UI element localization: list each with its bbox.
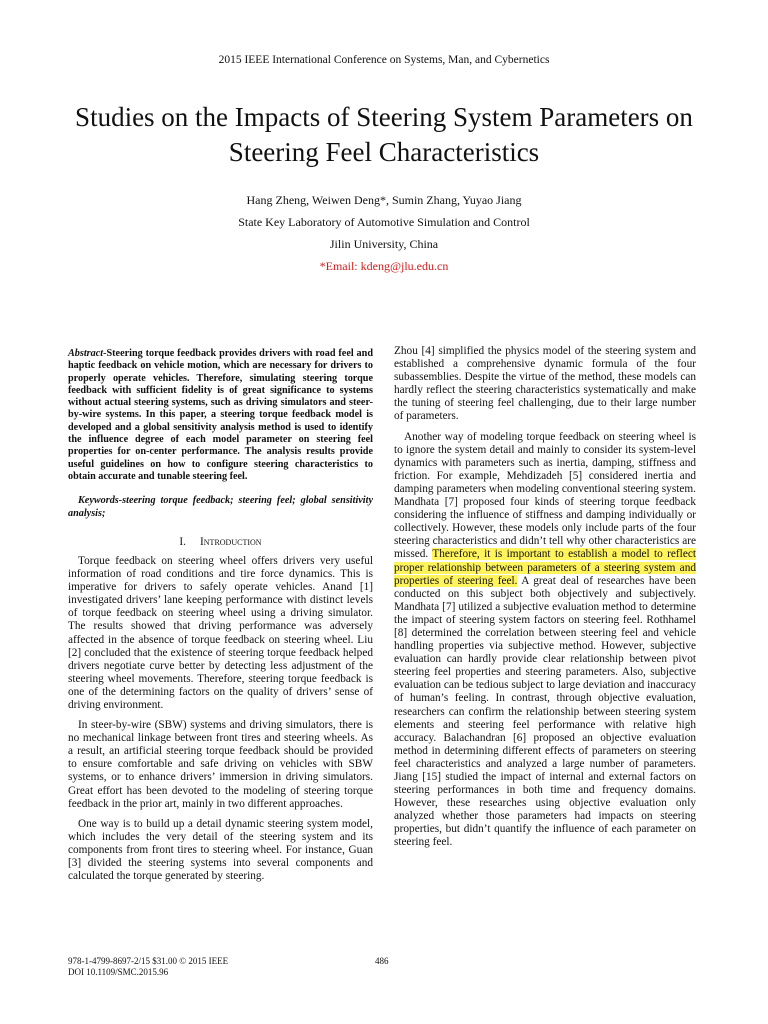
doi: DOI 10.1109/SMC.2015.96 bbox=[68, 967, 169, 977]
paragraph: In steer-by-wire (SBW) systems and driving simulators, there is no mechanical linkage between front tires and steering wheels. As a result, an artificial steering torque feedback should be provided to ensure comfortable and safe driving on vehicles with SBW systems, or to enhance drivers’ immersion in driving simulators. Great effort has been devoted to the modeling of steering torque feedback in the prior art, mainly in two different approaches. bbox=[68, 719, 373, 810]
paragraph-text: A great deal of researches have been conducted on this subject both objectively and subjectively. Mandhata [7] utilized a subjective evaluation method to determine the impact of steering system factors on steering feel. Rothhamel [8] determined the correlation between steering feel and vehicle handling properties via subjective method. However, subjective evaluation can hardly provide clear relationship between pivot steering feel properties and steering parameters. Also, subjective evaluation can be tedious subject to large deviation and inaccuracy of human’s feeling. In contrast, through objective evaluation, researchers can confirm the relationship between steering system elements and steering feel performance with relative high accuracy. Balachandran [6] proposed an objective evaluation method in determining different effects of parameters on steering feel characteristics and analyzed a large number of parameters. Jiang [15] studied the impact of internal and external factors on steering performances in both time and frequency domains. However, these researches using objective evaluation only analyzed whether those parameters had impacts on steering properties, but didn’t quantify the influence of each parameter on steering feel. bbox=[394, 574, 696, 849]
isbn: 978-1-4799-8697-2/15 $31.00 © 2015 IEEE bbox=[68, 956, 229, 966]
page-number: 486 bbox=[375, 956, 389, 966]
affiliation: State Key Laboratory of Automotive Simulation and Control bbox=[238, 215, 530, 229]
paragraph bbox=[394, 431, 696, 850]
footer-info bbox=[68, 956, 228, 978]
paragraph-text: Another way of modeling torque feedback on steering wheel is to ignore the system detail and mainly to consider its system-level dynamics with parameters such as inertia, damping, stiffness and friction. For example, Mehdizadeh [5] considered inertia and damping parameters when modeling conventional steering system. Mandhata [7] proposed four kinds of steering torque feedback considering the influence of stiffness and damping individually or collectively. However, these models only include parts of the four steering characteristics and didn’t tell why other characteristics are missed. bbox=[394, 430, 696, 561]
conference-header: 2015 IEEE International Conference on Systems, Man, and Cybernetics bbox=[218, 54, 550, 66]
abstract bbox=[68, 348, 373, 483]
keywords: Keywords-steering torque feedback; steering feel; global sensitivity analysis; bbox=[68, 495, 373, 519]
paper-title: Studies on the Impacts of Steering System Parameters on Steering Feel Characteristics bbox=[75, 102, 693, 167]
section-number: I. bbox=[179, 535, 187, 548]
email-link[interactable]: *Email: kdeng@jlu.edu.cn bbox=[319, 259, 449, 273]
authors: Hang Zheng, Weiwen Deng*, Sumin Zhang, Yuyao Jiang bbox=[246, 193, 522, 207]
paragraph: One way is to build up a detail dynamic steering system model, which includes the very detail of the steering system and its components from front tires to steering wheel. For instance, Guan [3] divided the steering systems into several components and calculated the torque generated by steering. bbox=[68, 817, 373, 883]
abstract-lead: Abstract- bbox=[68, 348, 107, 359]
paragraph: Torque feedback on steering wheel offers drivers very useful information of road conditions and tire force dynamics. This is imperative for drivers to safely operate vehicles. Anand [1] investigated drivers’ lane keeping performance with distinct levels of torque feedback on steering wheel using a driving simulator. The results showed that driving performance was adversely affected in the absence of torque feedback on steering wheel. Liu [2] concluded that the existence of steering torque feedback helped drivers negotiate curve better by detecting less adjustment of the steering wheel movements. Therefore, steering torque feedback is one of the determining factors on the quality of drivers’ sense of driving environment. bbox=[68, 554, 373, 711]
left-column bbox=[68, 348, 373, 890]
highlighted-text: Therefore, it is important to establish a model to reflect proper relationship between parameters of a steering system and properties of steering feel. bbox=[394, 548, 696, 587]
right-column bbox=[394, 345, 696, 857]
paragraph: Zhou [4] simplified the physics model of the steering system and established a comprehensive dynamic formula of the four subassemblies. Despite the virtue of the method, these models can hardly reflect the steering characteristics systematically and make the tuning of steering feel challenging, due to their large number of parameters. bbox=[394, 345, 696, 423]
abstract-text: Steering torque feedback provides drivers with road feel and haptic feedback on vehicle motion, which are necessary for drivers to properly operate vehicles. Therefore, simulating steering torque feedback with sufficient fidelity is of great significance to systems without actual steering systems, such as driving simulators and steer-by-wire systems. In this paper, a steering torque feedback model is developed and a global sensitivity analysis method is used to identify the influence degree of each model parameter on steering feel properties for on-center performance. The analysis results provide useful guidelines on how to configure steering characteristics to obtain accurate and tunable steering feel. bbox=[68, 348, 373, 482]
university: Jilin University, China bbox=[329, 237, 439, 251]
section-name: Introduction bbox=[200, 535, 262, 548]
section-heading bbox=[68, 536, 373, 549]
